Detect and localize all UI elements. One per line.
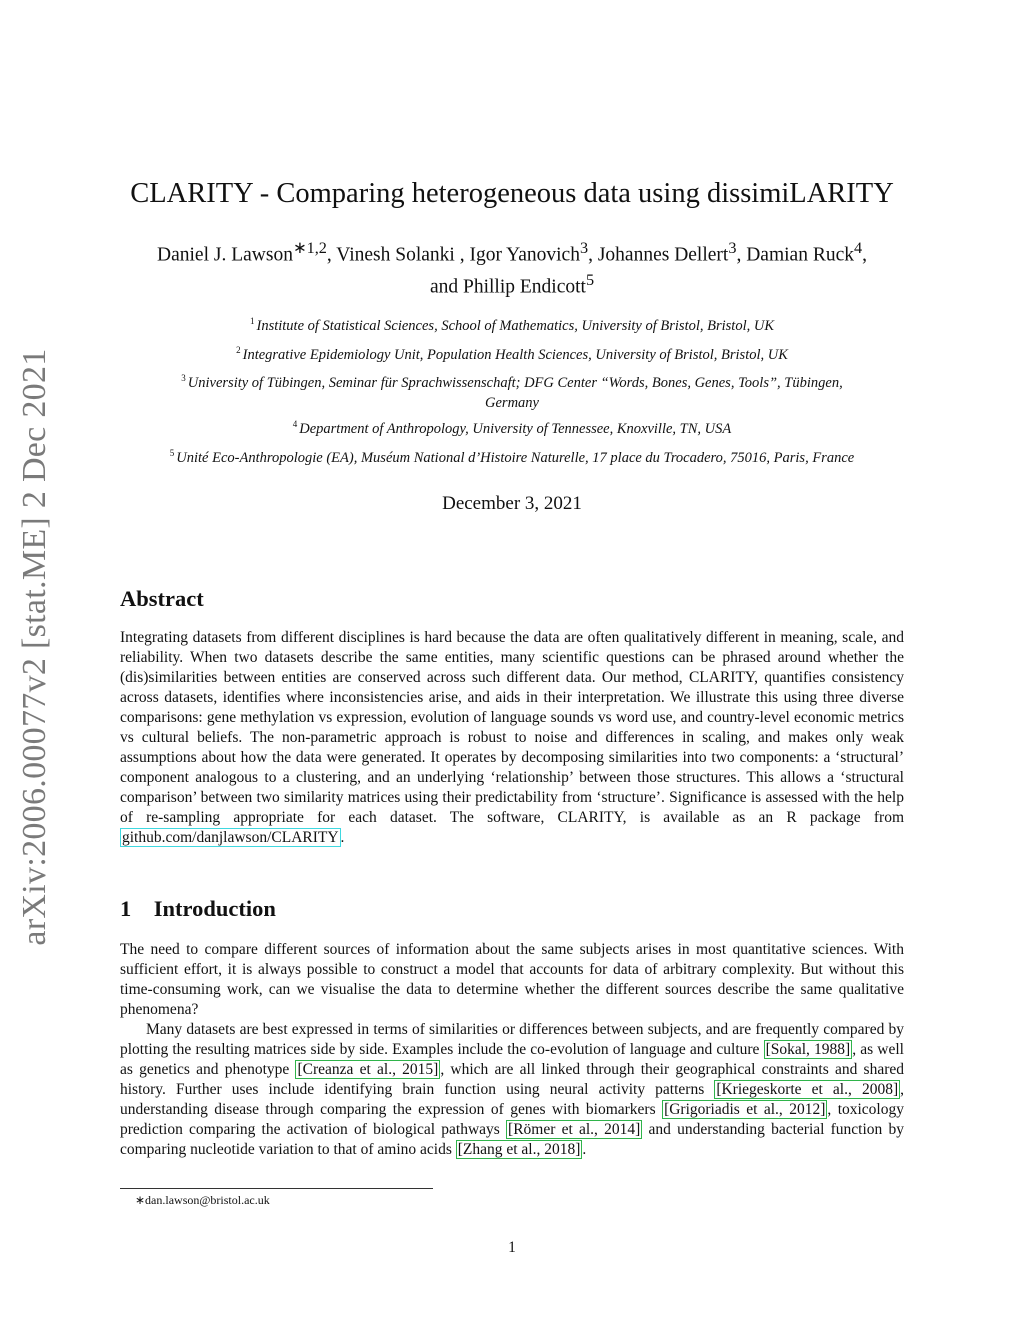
affiliation-number: 3: [181, 373, 186, 383]
intro-text: , as well as genetics and phenotype: [120, 1041, 904, 1078]
affiliation-text-line2: Germany: [485, 394, 539, 411]
intro-text: , understanding disease through comparing the expression of genes with biomarkers: [120, 1081, 904, 1118]
citation-kriegeskorte-2008[interactable]: [Kriegeskorte et al., 2008]: [716, 1081, 899, 1098]
intro-text: .: [582, 1141, 587, 1158]
affiliation-number: 1: [249, 316, 255, 326]
author-list: [120, 236, 904, 299]
abstract-text: Integrating datasets from different disciplines is hard because the data are often qualitatively different in meaning, scale, and reliability. When two datasets describe the same entities, many scientific questions can be phrased around whether the (dis)similarities between entities are conserved across such different data. Our method, CLARITY, quantifies consistency across datasets, identifies where inconsistencies arise, and aids in their interpretation. We illustrate this using three diverse comparisons: gene methylation vs expression, evolution of language sounds vs word use, and country-level economic metrics vs cultural beliefs. The non-parametric approach is robust to noise and differences in scaling, and makes only weak assumptions about how the data were generated. It operates by decomposing similarities into two components: a ‘structural’ component analogous to a clustering, and an underlying ‘relationship’ between those structures. This allows a ‘structural comparison’ between two similarity matrices using their predictability from ‘structure’. Significance is assessed with the help of re-sampling appropriate for each dataset. The software, CLARITY, is available as an R package from: [120, 629, 904, 826]
citation-romer-2014[interactable]: [Römer et al., 2014]: [508, 1121, 641, 1138]
author-dellert: , Johannes Dellert: [588, 244, 729, 266]
arxiv-identifier: arXiv:2006.00077v2 [stat.ME] 2 Dec 2021: [16, 348, 53, 946]
author-sup: ∗1,2: [292, 239, 327, 257]
author-sup: 3: [728, 239, 737, 257]
github-link[interactable]: github.com/danjlawson/CLARITY: [122, 829, 339, 846]
paper-title: CLARITY - Comparing heterogeneous data using dissimiLARITY: [130, 178, 894, 209]
citation-sokal-1988[interactable]: [Sokal, 1988]: [765, 1041, 851, 1058]
author-ruck: , Damian Ruck: [736, 244, 854, 266]
author-endicott: and Phillip Endicott: [429, 276, 586, 297]
author-sep: ,: [862, 244, 867, 266]
author-sup: 3: [579, 239, 589, 257]
affiliation-number: 4: [292, 419, 298, 429]
author-sup: 4: [853, 239, 863, 257]
arxiv-sidebar-stamp: [8, 348, 62, 946]
affiliation-2: [115, 340, 909, 365]
affiliation-number: 5: [169, 448, 175, 458]
intro-paragraph-1: The need to compare different sources of information about the same subjects arises in most quantitative sciences. With sufficient effort, it is always possible to construct a model that accounts for data of arbitrary complexity. But without this time-consuming work, can we visualise the data to determine whether the different sources describe the same qualitative phenomena?: [120, 941, 904, 1018]
citation-creanza-2015[interactable]: [Creanza et al., 2015]: [297, 1061, 439, 1078]
citation-zhang-2018[interactable]: [Zhang et al., 2018]: [457, 1141, 581, 1158]
affiliation-text: Department of Anthropology, University of Tennessee, Knoxville, TN, USA: [299, 420, 732, 437]
author-lawson: Daniel J. Lawson: [157, 244, 293, 266]
abstract-body: [120, 628, 904, 848]
intro-text: Many datasets are best expressed in terms of similarities or differences between subjects, and are frequently compared by plotting the resulting matrices side by side. Examples include the co-evolution of language and culture: [120, 1021, 904, 1058]
footnote-rule: [120, 1188, 433, 1189]
affiliation-text: Integrative Epidemiology Unit, Population Health Sciences, University of Bristol, Bristol, UK: [242, 346, 788, 363]
affiliation-text: Unité Eco-Anthropologie (EA), Muséum National d’Histoire Naturelle, 17 place du Trocadero, 75016, Paris, France: [176, 449, 855, 466]
author-group: , Vinesh Solanki , Igor Yanovich: [326, 244, 580, 266]
intro-text: and understanding bacterial function by comparing nucleotide variation to that of amino acids: [120, 1121, 904, 1158]
citation-grigoriadis-2012[interactable]: [Grigoriadis et al., 2012]: [664, 1101, 826, 1118]
abstract-heading: Abstract: [120, 586, 204, 611]
affiliation-text: University of Tübingen, Seminar für Sprachwissenschaft; DFG Center “Words, Bones, Genes, Tools”, Tübingen,: [187, 374, 843, 391]
abstract-end: .: [340, 829, 345, 846]
affiliation-text: Institute of Statistical Sciences, School of Mathematics, University of Bristol, Bristol, UK: [256, 317, 774, 334]
paper-date: December 3, 2021: [442, 493, 582, 514]
intro-text: , toxicology prediction comparing the activation of biological pathways: [120, 1101, 904, 1138]
author-sup: 5: [585, 270, 595, 289]
section-heading-introduction: 1 Introduction: [120, 896, 276, 921]
intro-paragraph-2: [120, 1020, 904, 1160]
affiliation-4: [115, 414, 909, 439]
page-number: 1: [508, 1239, 516, 1256]
affiliation-5: [115, 443, 909, 468]
affiliation-number: 2: [236, 345, 241, 355]
affiliation-1: [115, 311, 909, 336]
affiliation-3: [115, 368, 909, 413]
intro-text: , which are all linked through their geographical constraints and shared history. Further uses include identifying brain function using neural activity patterns: [120, 1061, 905, 1098]
footnote-email: ∗dan.lawson@bristol.ac.uk: [135, 1193, 270, 1207]
